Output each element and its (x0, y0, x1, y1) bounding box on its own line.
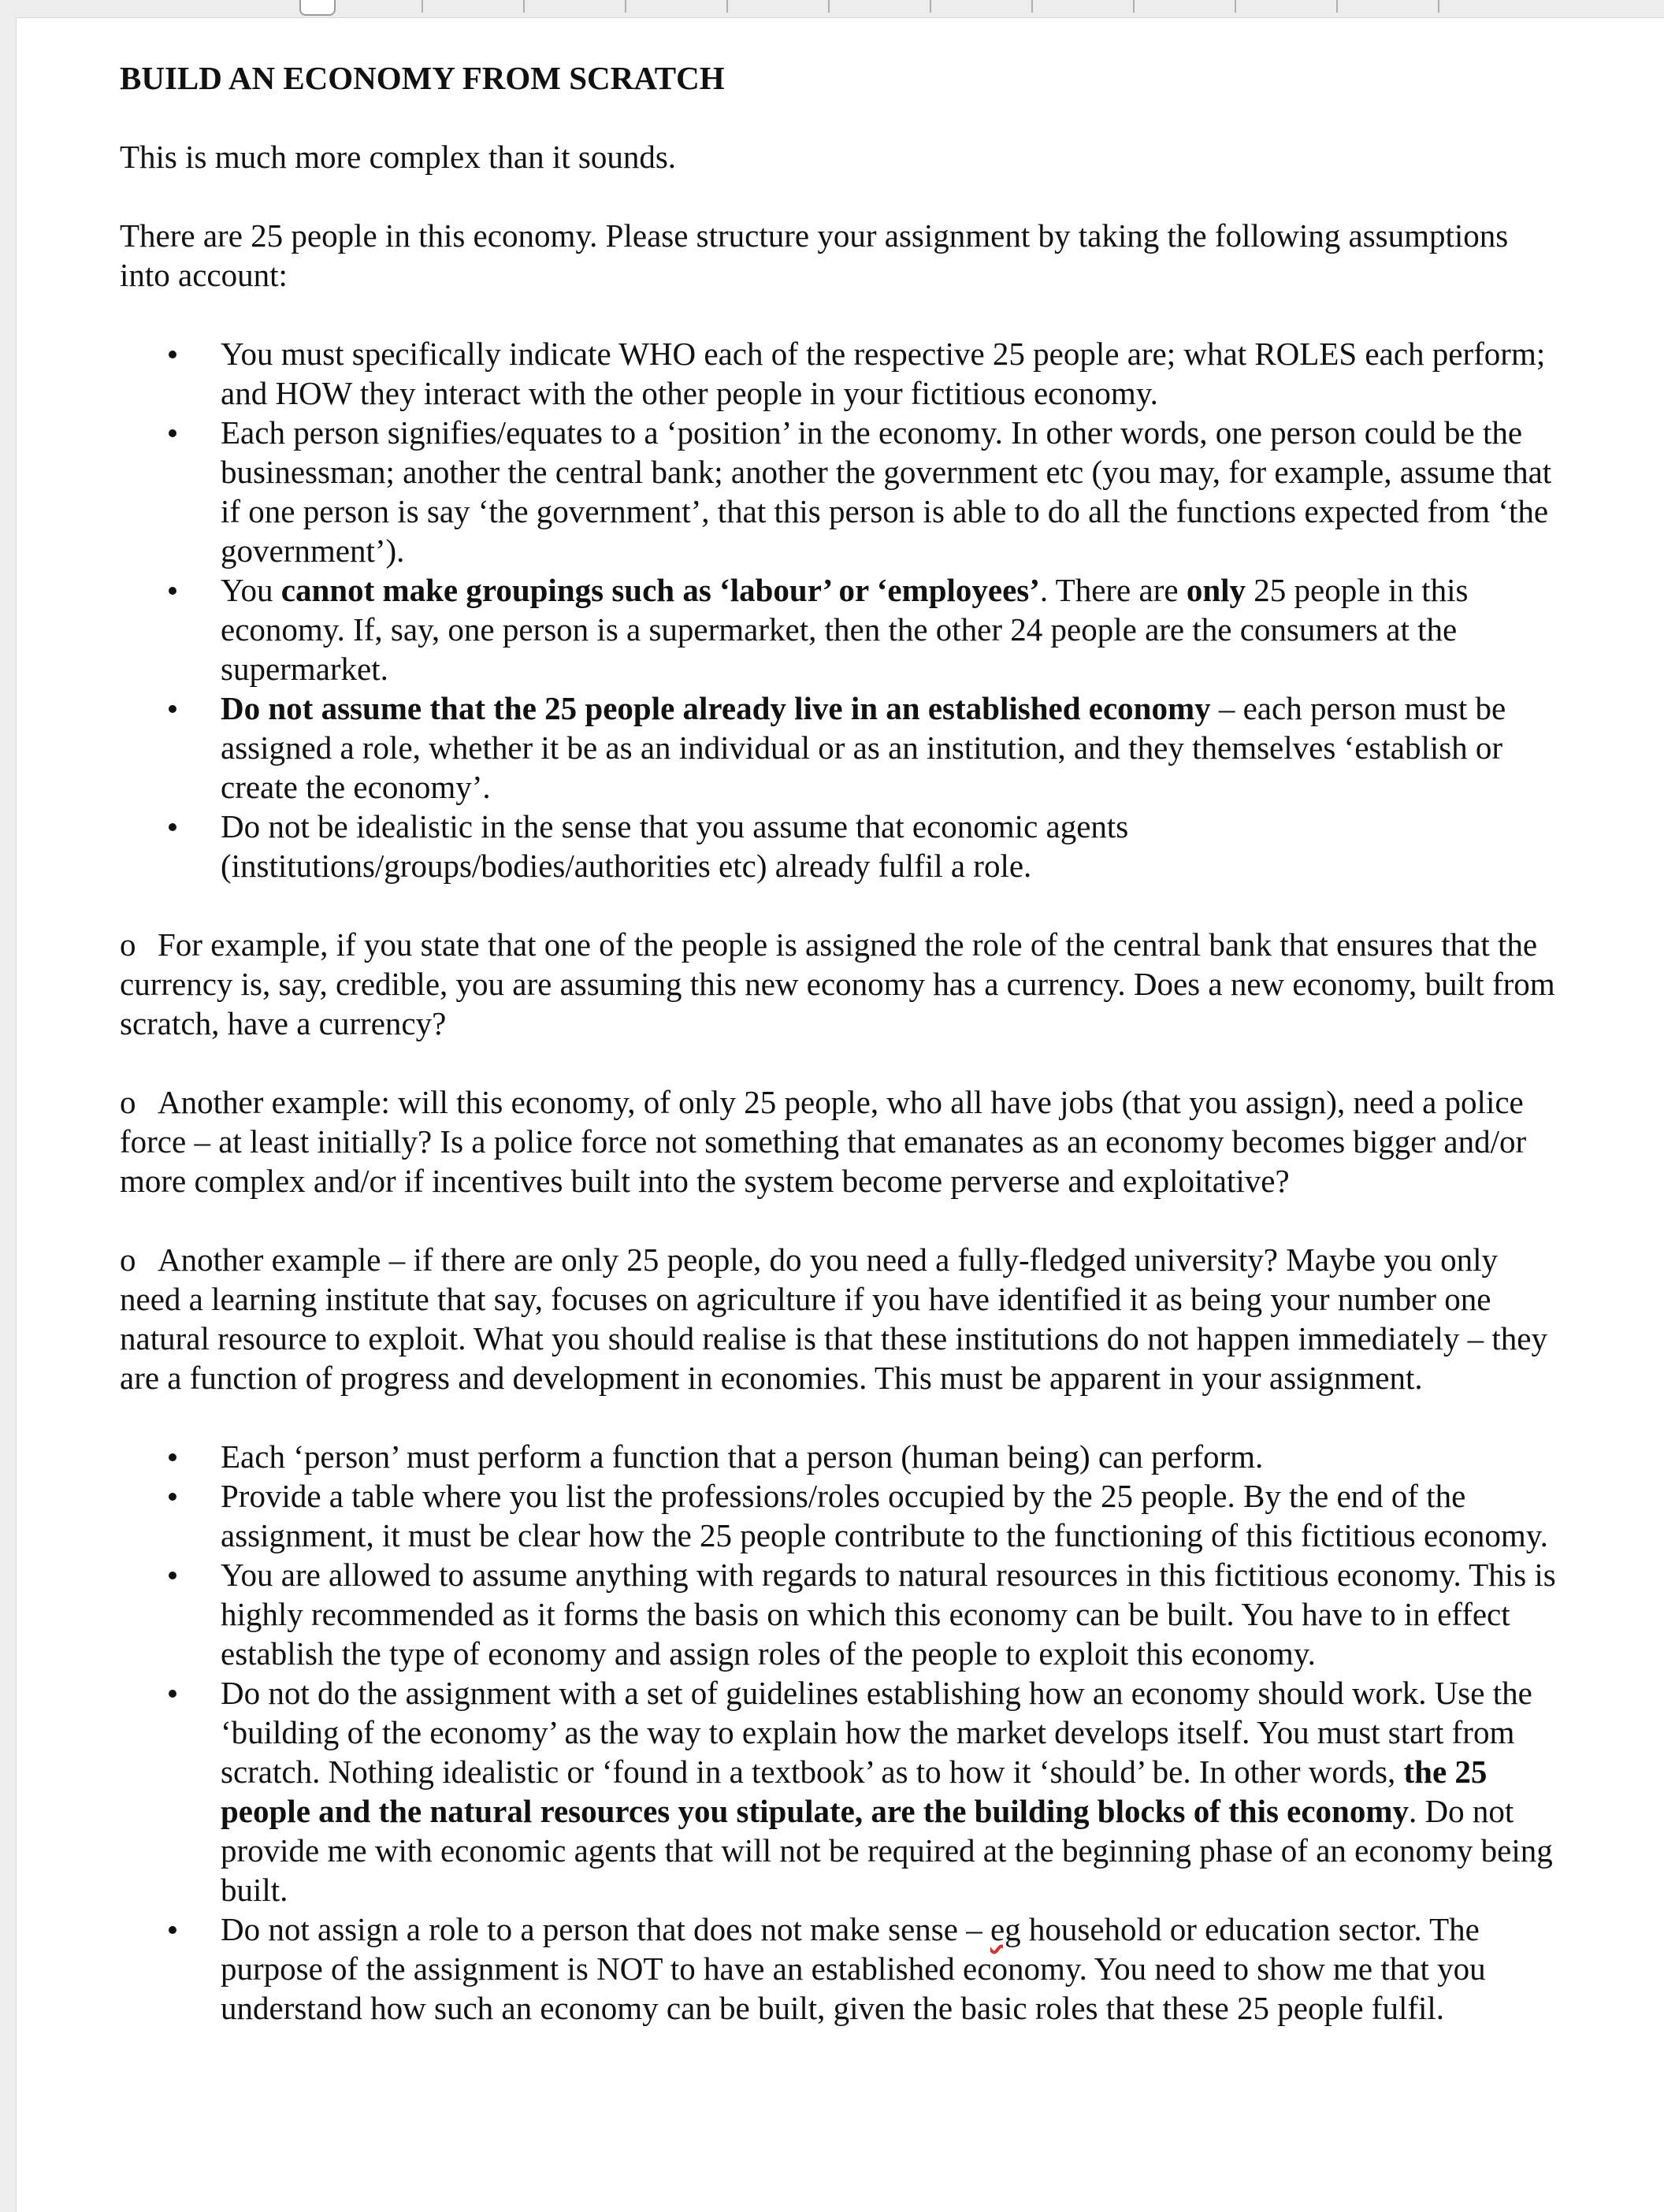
ruler-tick (726, 0, 728, 13)
item-text: You (221, 572, 281, 608)
sub-bullet-marker: o (120, 926, 136, 963)
setup-paragraph: There are 25 people in this economy. Please structure your assignment by taking the following assumptions into account: (120, 217, 1509, 293)
bold-text: Do not assume that the 25 people already live in an established economy (221, 690, 1211, 726)
example-paragraph (120, 925, 1562, 1043)
list-item (221, 570, 1562, 688)
document-title: BUILD AN ECONOMY FROM SCRATCH (120, 60, 725, 96)
list-item (221, 1673, 1562, 1910)
list-item (221, 688, 1562, 807)
item-text: Do not do the assignment with a set of guidelines establishing how an economy should work. Use the ‘building of the economy’ as the way to explain how the market develops itself. You must start from scratch. Nothing idealistic or ‘found in a textbook’ as to how it ‘should’ be. In other words, (221, 1675, 1532, 1790)
left-margin-bar (0, 17, 17, 2212)
example-paragraph (120, 1240, 1562, 1397)
item-text: . Do not provide me with economic agents that will not be required at the beginning phase of an economy being built. (221, 1793, 1553, 1908)
item-text: Provide a table where you list the professions/roles occupied by the 25 people. By the end of the assignment, it must be clear how the 25 people contribute to the functioning of this fictitious economy. (221, 1478, 1548, 1553)
item-text: 25 people in this economy. If, say, one person is a supermarket, then the other 24 people are the consumers at the supermarket. (221, 572, 1469, 687)
item-text: – each person must be assigned a role, whether it be as an individual or as an institution, and they themselves ‘establish or create the economy’. (221, 690, 1506, 805)
ruler-tick (1031, 0, 1033, 13)
assumption-list (120, 334, 1562, 885)
item-text: Each person signifies/equates to a ‘position’ in the economy. In other words, one person could be the businessman; another the central bank; another the government etc (you may, for example, assume that if one person is say ‘the government’, that this person is able to do all the functions expected from ‘the government’). (221, 414, 1552, 569)
ruler-tick (930, 0, 931, 13)
item-text: Each ‘person’ must perform a function that a person (human being) can perform. (221, 1438, 1264, 1475)
ruler-tick (625, 0, 626, 13)
requirements-list (120, 1437, 1562, 2028)
example-paragraph (120, 1082, 1562, 1201)
ruler-tick (1438, 0, 1439, 13)
spellcheck-word[interactable]: eg (990, 1911, 1021, 1947)
indent-marker[interactable] (299, 0, 336, 16)
list-item (221, 1476, 1562, 1555)
bold-text: the 25 people and the natural resources you stipulate, are the building blocks of this economy (221, 1754, 1488, 1829)
ruler-tick (828, 0, 830, 13)
ruler-tick (422, 0, 423, 13)
example-text: Another example: will this economy, of only 25 people, who all have jobs (that you assign), need a police force – at least initially? Is a police force not something that emanates as an economy becomes bigger and/or more complex and/or if incentives built into the system become perverse and exploitative? (120, 1084, 1527, 1199)
ruler-tick (1133, 0, 1135, 13)
list-item (221, 1437, 1562, 1476)
item-text: Do not be idealistic in the sense that you assume that economic agents (institutions/groups/bodies/authorities etc) already fulfil a role. (221, 808, 1129, 884)
item-text: You must specifically indicate WHO each of the respective 25 people are; what ROLES each perform; and HOW they interact with the other people in your fictitious economy. (221, 336, 1546, 411)
list-item (221, 413, 1562, 570)
list-item (221, 1910, 1562, 2028)
item-text: You are allowed to assume anything with regards to natural resources in this fictitious economy. This is highly recommended as it forms the basis on which this economy can be built. You have to in effect establish the type of economy and assign roles of the people to exploit this economy. (221, 1557, 1556, 1672)
document-page (120, 58, 1562, 2067)
ruler-tick (1235, 0, 1236, 13)
example-text: For example, if you state that one of the people is assigned the role of the central bank that ensures that the currency is, say, credible, you are assuming this new economy has a currency. Does a new economy, built from scratch, have a currency? (120, 926, 1555, 1041)
bold-text: cannot make groupings such as ‘labour’ or ‘employees’ (280, 572, 1040, 608)
list-item (221, 334, 1562, 413)
sub-bullet-marker: o (120, 1241, 136, 1278)
ruler-tick (1336, 0, 1338, 13)
ruler-tick (523, 0, 525, 13)
ruler (0, 0, 1664, 18)
sub-bullet-marker: o (120, 1084, 136, 1120)
list-item (221, 807, 1562, 885)
item-text: household or education sector. The purpose of the assignment is NOT to have an established economy. You need to show me that you understand how such an economy can be built, given the basic roles that these 25 people fulfil. (221, 1911, 1486, 2026)
list-item (221, 1555, 1562, 1673)
intro-paragraph: This is much more complex than it sounds. (120, 139, 677, 175)
item-text: Do not assign a role to a person that does not make sense – (221, 1911, 990, 1947)
example-text: Another example – if there are only 25 people, do you need a fully-fledged university? Maybe you only need a learning institute that say, focuses on agriculture if you have identified it as being your number one natural resource to exploit. What you should realise is that these institutions do not happen immediately – they are a function of progress and development in economies. This must be apparent in your assignment. (120, 1241, 1547, 1396)
bold-text: only (1186, 572, 1246, 608)
item-text: . There are (1039, 572, 1187, 608)
